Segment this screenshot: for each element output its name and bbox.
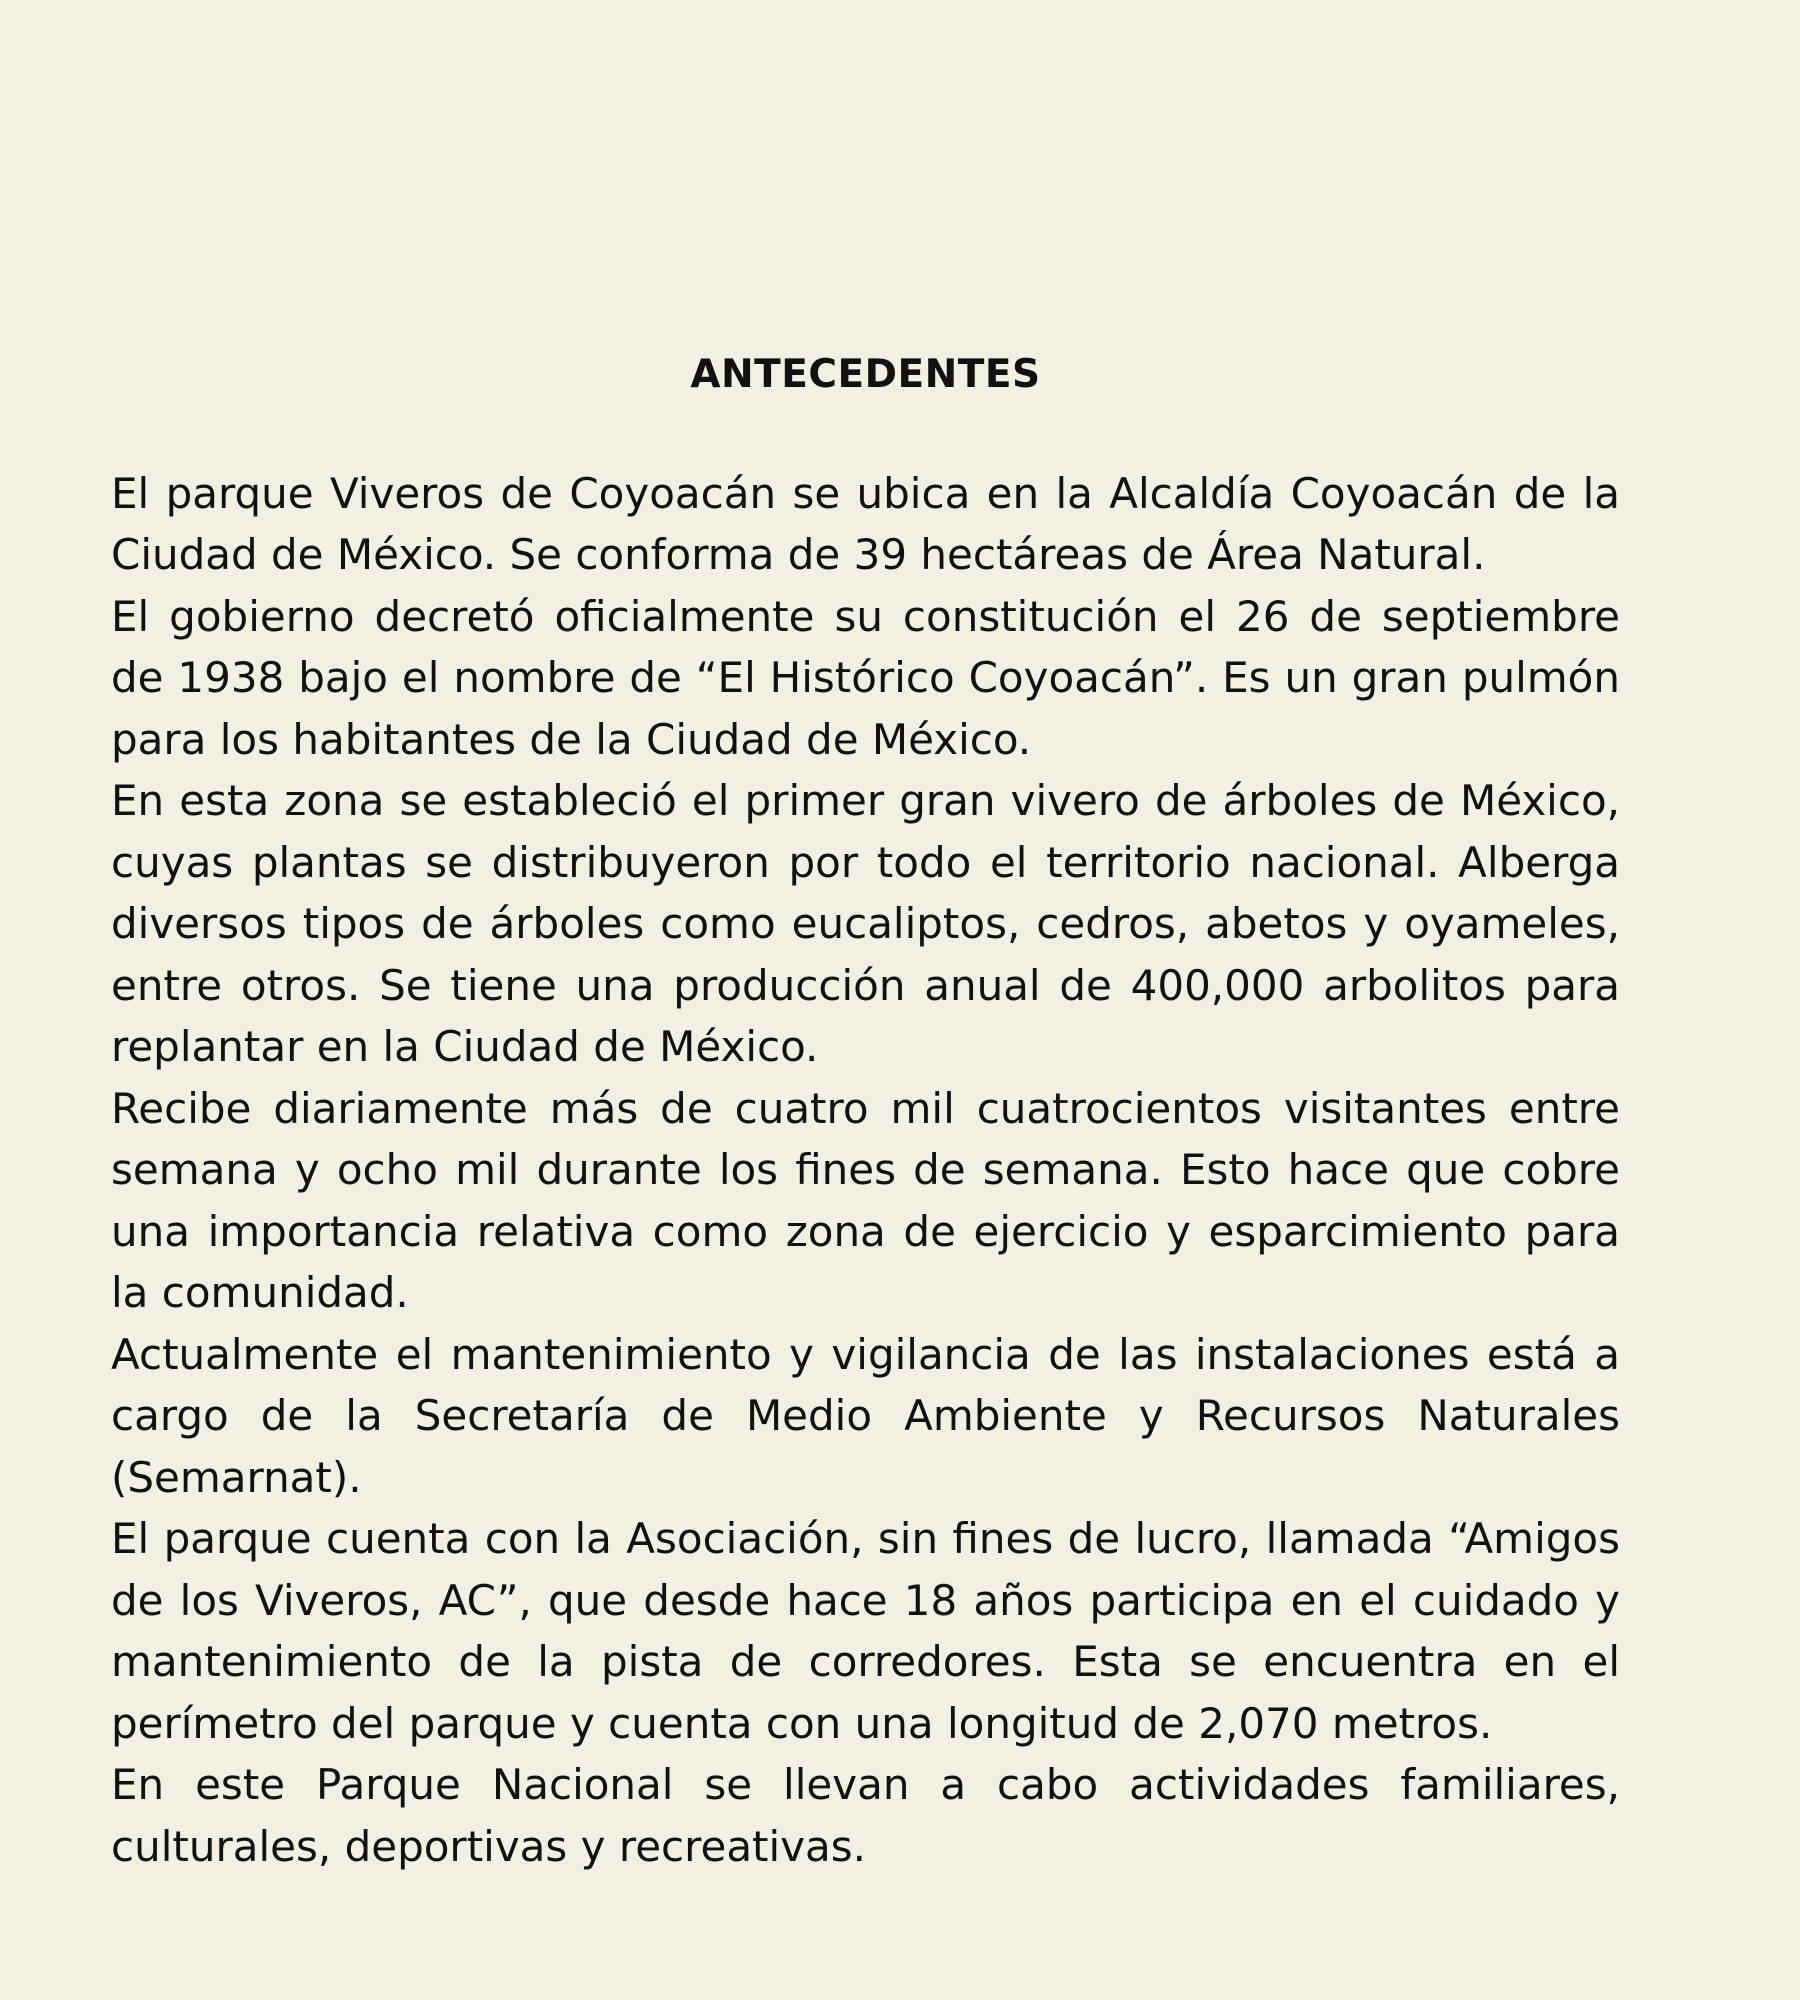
paragraph-nursery: En esta zona se estableció el primer gran vivero de árboles de México, cuyas plantas se distribuyeron por todo el territorio nacional. Alberga diversos tipos de árboles como eucaliptos, cedros, abetos y oyameles, entre otros. Se tiene una producción anual de 400,000 arbolitos para replantar en la Ciudad de México. (111, 776, 1620, 1072)
paragraph-decree: El gobierno decretó oficialmente su constitución el 26 de septiembre de 1938 bajo el nombre de “El Histórico Coyoacán”. Es un gran pulmón para los habitantes de la Ciudad de México. (111, 591, 1620, 764)
paragraph-activities: En este Parque Nacional se llevan a cabo actividades familiares, culturales, deportivas y recreativas. (111, 1760, 1620, 1871)
paragraph-maintenance: Actualmente el mantenimiento y vigilancia de las instalaciones está a cargo de la Secretaría de Medio Ambiente y Recursos Naturales (Semarnat). (111, 1329, 1620, 1502)
document-heading: ANTECEDENTES (690, 352, 1041, 397)
paragraph-location: El parque Viveros de Coyoacán se ubica en la Alcaldía Coyoacán de la Ciudad de México. Se conforma de 39 hectáreas de Área Natural. (111, 468, 1620, 580)
paragraph-association: El parque cuenta con la Asociación, sin fines de lucro, llamada “Amigos de los Viveros, AC”, que desde hace 18 años participa en el cuidado y mantenimiento de la pista de corredores. Esta se encuentra en el perímetro del parque y cuenta con una longitud de 2,070 metros. (111, 1514, 1620, 1748)
paragraph-visitors: Recibe diariamente más de cuatro mil cuatrocientos visitantes entre semana y ocho mil durante los fines de semana. Esto hace que cobre una importancia relativa como zona de ejercicio y esparcimiento para la comunidad. (111, 1083, 1620, 1318)
document-body (111, 350, 1620, 1877)
